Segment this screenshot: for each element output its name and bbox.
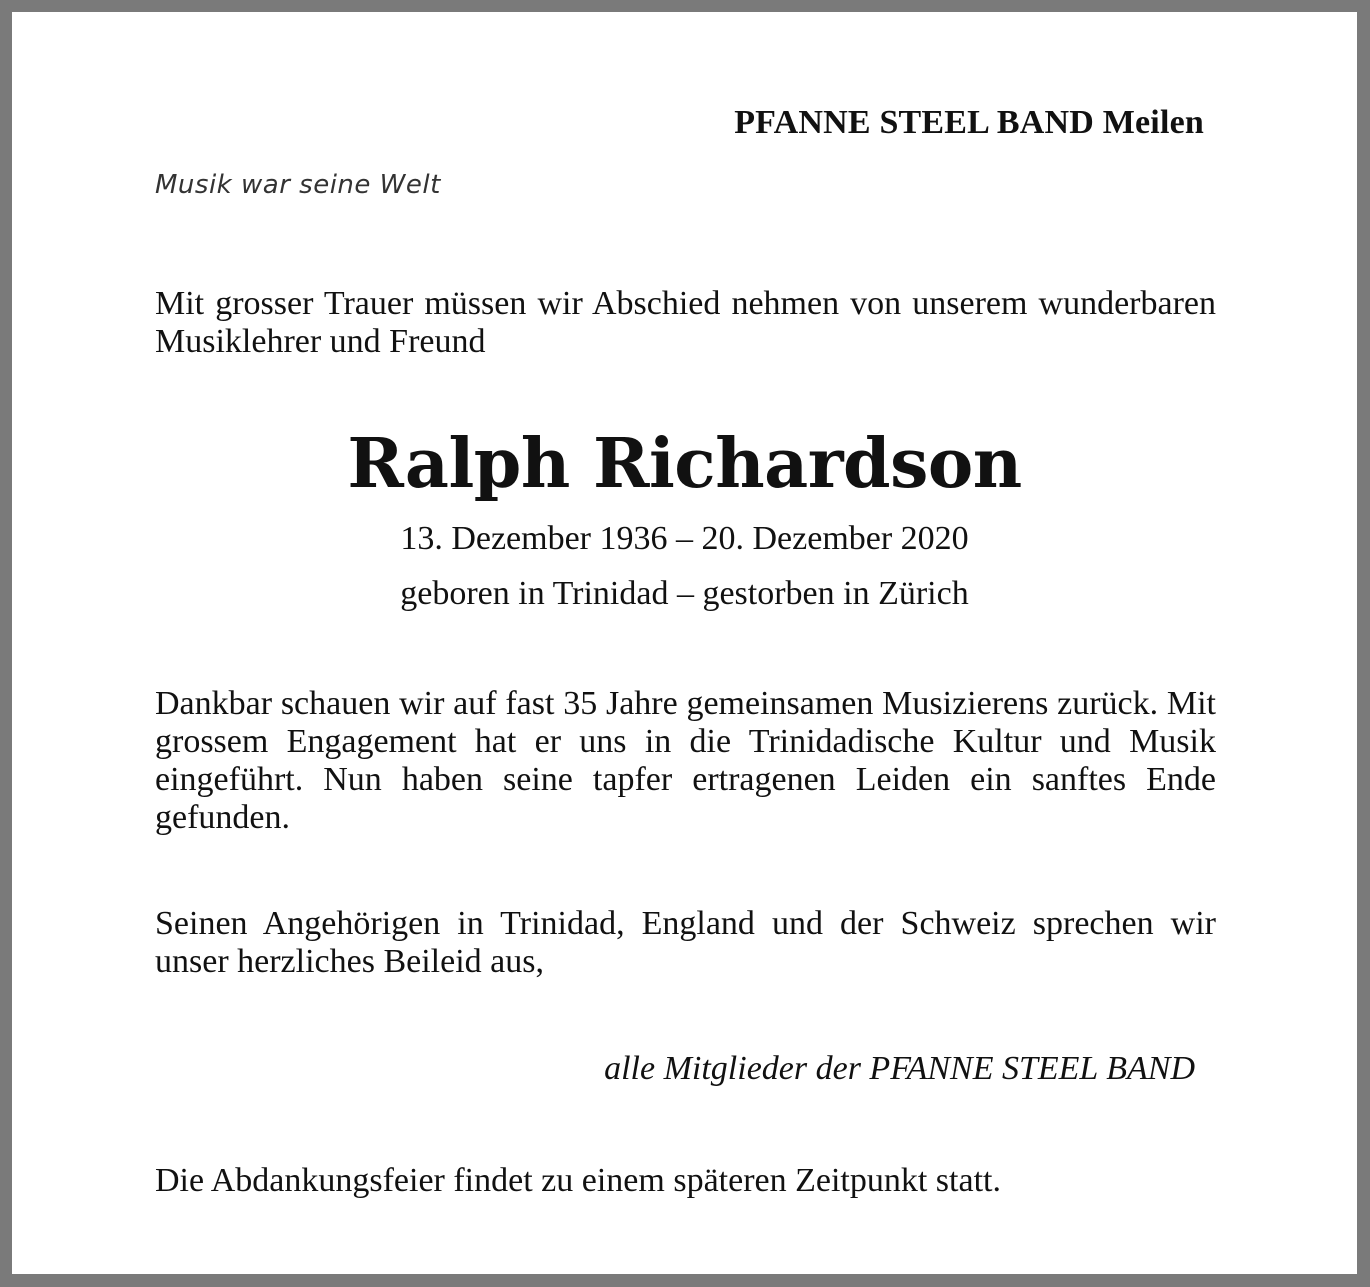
intro-paragraph: Mit grosser Trauer müssen wir Abschied nehmen von unserem wunderbaren Musiklehrer und Freund (155, 285, 1216, 360)
funeral-notice: Die Abdankungsfeier findet zu einem späteren Zeitpunkt statt. (155, 1162, 1001, 1199)
condolence-paragraph: Seinen Angehörigen in Trinidad, England und der Schweiz sprechen wir unser herzliches Beileid aus, (155, 905, 1216, 980)
thanks-paragraph: Dankbar schauen wir auf fast 35 Jahre gemeinsamen Musizierens zurück. Mit grossem Engagement hat er uns in die Trinidadische Kultur und Musik eingeführt. Nun haben seine tapfer ertragenen Leiden ein sanftes Ende gefunden. (155, 685, 1216, 836)
obituary-page (12, 12, 1357, 1274)
birth-death-places: geboren in Trinidad – gestorben in Zürich (400, 575, 969, 612)
motto-line: Musik war seine Welt (155, 170, 441, 200)
signature-line: alle Mitglieder der PFANNE STEEL BAND (604, 1050, 1195, 1087)
deceased-name: Ralph Richardson (347, 424, 1022, 504)
life-dates: 13. Dezember 1936 – 20. Dezember 2020 (400, 520, 969, 557)
organization-header: PFANNE STEEL BAND Meilen (734, 104, 1204, 141)
